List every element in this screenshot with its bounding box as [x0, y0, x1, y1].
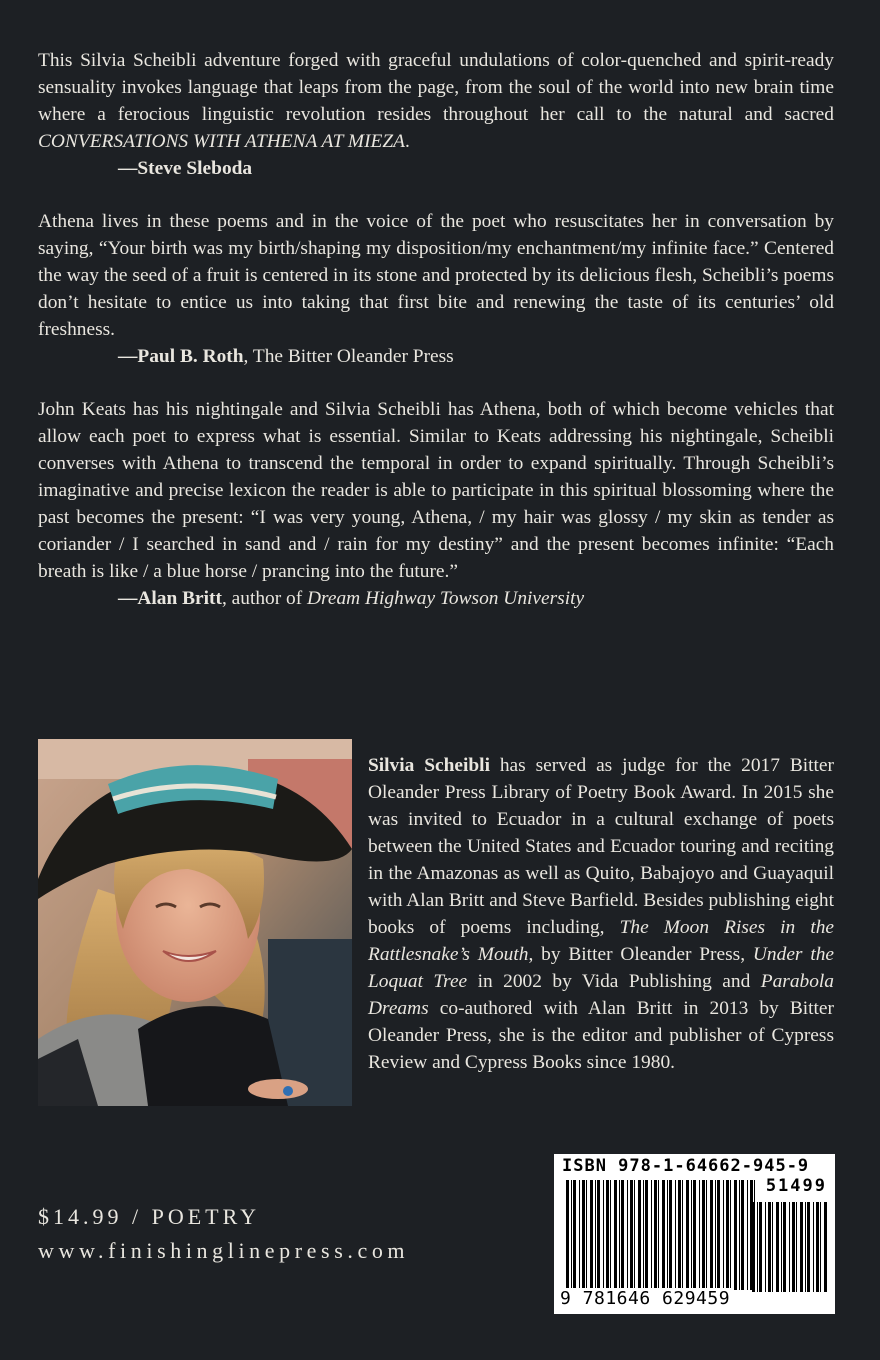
barcode-bar [757, 1202, 758, 1292]
ean-bars [566, 1180, 756, 1290]
barcode-bar [706, 1180, 707, 1290]
barcode-bar [699, 1180, 700, 1290]
barcode-bar [638, 1180, 641, 1290]
author-bio: Silvia Scheibli has served as judge for the 2017 Bitter Oleander Press Library of Poetry Book Award. In 2015 she was invited to Ecuador in a cultural exchange of poets between the United States and Ecuador touring and reciting in the Amazonas as well as Quito, Babajoyo and Guayaquil with Alan Britt and Steve Barfield. Besides publishing eight books of poems including, The Moon Rises in the Rattlesnake’s Mouth, by Bitter Oleander Press, Under the Loquat Tree in 2002 by Vida Publishing and Parabola Dreams co-authored with Alan Britt in 2013 by Bitter Oleander Press, she is the editor and publisher of Cypress Review and Cypress Books since 1980. [368, 755, 835, 1073]
barcode-bar [682, 1180, 683, 1290]
barcode-bar [658, 1180, 659, 1290]
blurb-1-text: This Silvia Scheibli adventure forged with graceful undulations of color-quenched and spirit-ready sensuality invokes language that leaps from the page, from the soul of the world into new brain time where a ferocious linguistic revolution resides throughout her call to the natural and sacred CONVERSATIONS WITH ATHENA AT MIEZA. [38, 50, 834, 152]
price-genre: $14.99 / POETRY [38, 1204, 260, 1229]
barcode-bar [571, 1180, 572, 1290]
barcode-bar [702, 1180, 705, 1290]
barcode-bar [573, 1180, 576, 1290]
barcode-bar [710, 1180, 713, 1290]
barcode-bar [669, 1180, 672, 1290]
barcode-bar [824, 1202, 827, 1292]
barcode-bar [759, 1202, 762, 1292]
blurb-3-text: John Keats has his nightingale and Silvia Scheibli has Athena, both of which become vehicles that allow each poet to express what is essential. Similar to Keats addressing his nightingale, Scheibli converses with Athena to transcend the temporal in order to expand spiritually. Through Scheibli’s imaginative and precise lexicon the reader is able to participate in this spiritual blossoming where the past becomes the present: “I was very young, Athena, / my hair was glossy / my skin as tender as coriander / I searched in sand and / rain for my destiny” and the present becomes infinite: “Each breath is like / a blue horse / prancing into the future.” [38, 399, 834, 582]
blurb-2-text: Athena lives in these poems and in the voice of the poet who resuscitates her in conversation by saying, “Your birth was my birth/shaping my disposition/my enchantment/my infinite face.” Centered the way the seed of a fruit is centered in its stone and protected by its delicious flesh, Scheibli’s poems don’t hesitate to entice us into taking that first bite and renewing the taste of its centuries’ old freshness. [38, 211, 834, 340]
barcode-bar [805, 1202, 806, 1292]
barcode-bar [747, 1180, 748, 1290]
barcode-bar [566, 1180, 569, 1290]
addon-bars [752, 1202, 828, 1292]
barcode-bar [610, 1180, 611, 1290]
barcode-bar [768, 1202, 771, 1292]
barcode-bar [651, 1180, 652, 1290]
barcode-bar [752, 1202, 755, 1292]
isbn-barcode [554, 1154, 835, 1314]
author-name: Silvia Scheibli [368, 755, 490, 776]
author-photo [38, 739, 352, 1106]
barcode-bar [619, 1180, 620, 1290]
barcode-bar [717, 1180, 720, 1290]
barcode-bar [630, 1180, 633, 1290]
barcode-bar [691, 1180, 692, 1290]
barcode-bar [796, 1202, 797, 1292]
barcode-bar [643, 1180, 644, 1290]
blurb-1 [38, 47, 834, 182]
barcode-bar [621, 1180, 624, 1290]
barcode-bar [734, 1180, 737, 1290]
barcode-bar [582, 1180, 585, 1290]
isbn-label: ISBN 978-1-64662-945-9 [562, 1156, 810, 1176]
barcode-bar [645, 1180, 648, 1290]
price-code: 51499 [765, 1176, 827, 1196]
barcode-bar [726, 1180, 729, 1290]
barcode-bar [675, 1180, 676, 1290]
barcode-bar [686, 1180, 689, 1290]
barcode-bar [667, 1180, 668, 1290]
barcode-bar [816, 1202, 819, 1292]
barcode-bar [614, 1180, 617, 1290]
barcode-bar [595, 1180, 596, 1290]
barcode-bar [590, 1180, 593, 1290]
barcode-bar [800, 1202, 803, 1292]
barcode-bar [776, 1202, 779, 1292]
barcode-bar [789, 1202, 790, 1292]
publisher-website[interactable]: www.finishinglinepress.com [38, 1238, 410, 1263]
barcode-bar [783, 1202, 786, 1292]
barcode-bar [715, 1180, 716, 1290]
blurb-2 [38, 208, 834, 370]
blurb-3 [38, 396, 834, 612]
barcode-bar [730, 1180, 731, 1290]
barcode-bar [820, 1202, 821, 1292]
ean-digits: 9 781646 629459 [560, 1288, 731, 1309]
barcode-bar [792, 1202, 795, 1292]
barcode-bar [627, 1180, 628, 1290]
barcode-bar [741, 1180, 744, 1290]
barcode-bar [606, 1180, 609, 1290]
author-portrait-image [38, 739, 352, 1106]
barcode-bar [662, 1180, 665, 1290]
barcode-bar [765, 1202, 766, 1292]
barcode-bar [579, 1180, 580, 1290]
barcode-bar [813, 1202, 814, 1292]
barcode-bar [772, 1202, 773, 1292]
blurb-2-attribution: —Paul B. Roth, The Bitter Oleander Press [118, 346, 454, 367]
barcode-bar [586, 1180, 587, 1290]
blurb-3-attribution: —Alan Britt, author of Dream Highway Towson University [118, 588, 585, 609]
blurb-1-attribution: —Steve Sleboda [118, 158, 253, 179]
barcode-bar [781, 1202, 782, 1292]
barcode-bar [597, 1180, 600, 1290]
barcode-bar [693, 1180, 696, 1290]
barcode-bar [603, 1180, 604, 1290]
barcode-bar [807, 1202, 810, 1292]
barcode-bar [634, 1180, 635, 1290]
barcode-bar [723, 1180, 724, 1290]
barcode-bar [654, 1180, 657, 1290]
barcode-bar [678, 1180, 681, 1290]
barcode-bar [739, 1180, 740, 1290]
